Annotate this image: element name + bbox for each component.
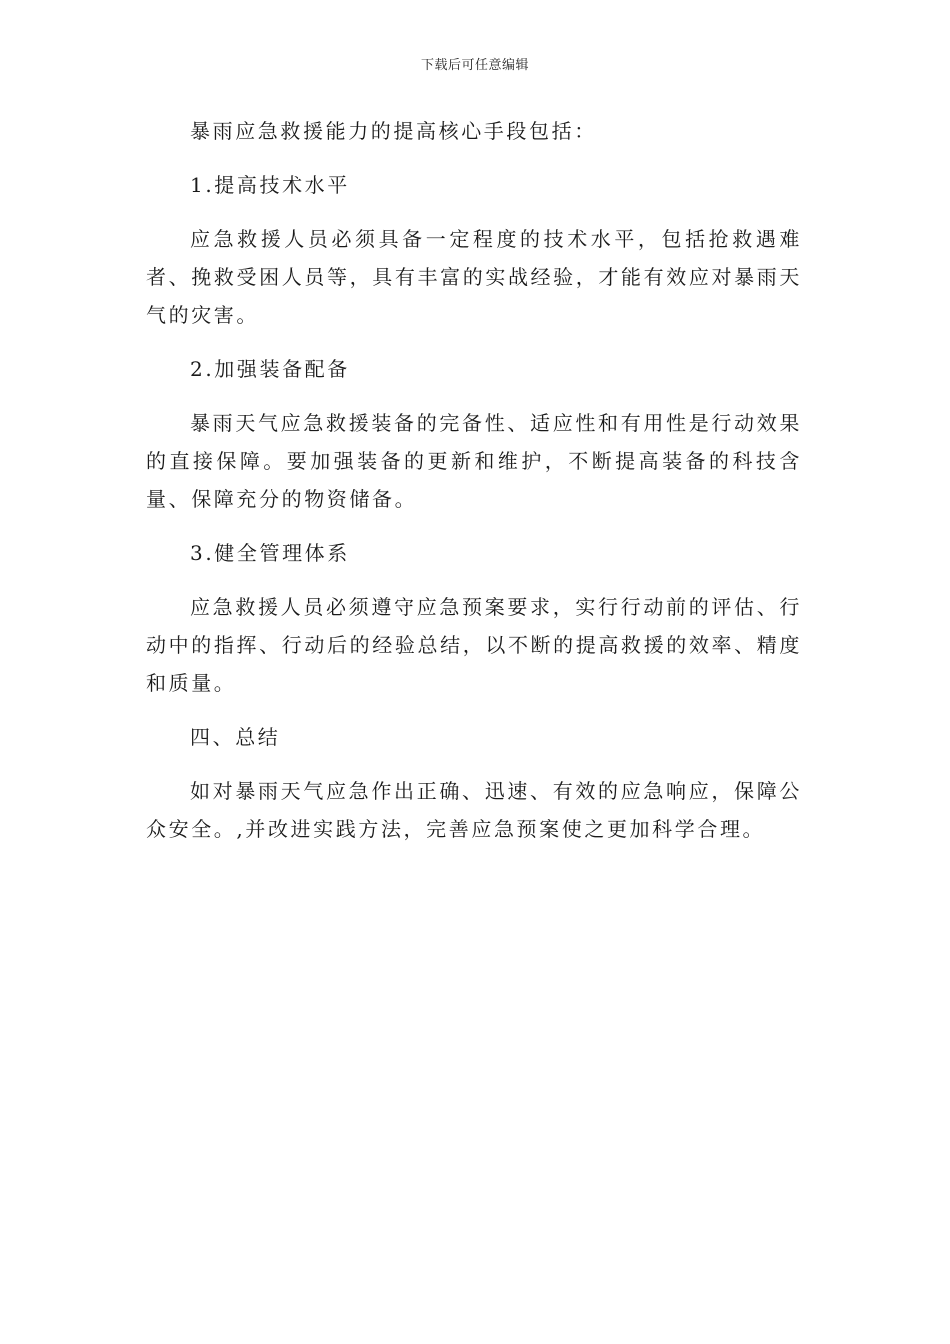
section-heading-2: 2.加强装备配备 bbox=[190, 357, 350, 381]
section-body-2: 暴雨天气应急救援装备的完备性、适应性和有用性是行动效果的直接保障。要加强装备的更新和维护，不断提高装备的科技含量、保障充分的物资储备。 bbox=[146, 411, 802, 511]
section-heading-1: 1.提高技术水平 bbox=[190, 173, 350, 197]
intro-paragraph: 暴雨应急救援能力的提高核心手段包括： bbox=[190, 119, 597, 143]
summary-body: 如对暴雨天气应急作出正确、迅速、有效的应急响应，保障公众安全。,并改进实践方法，完善应急预案使之更加科学合理。 bbox=[146, 779, 802, 841]
document-body bbox=[146, 112, 802, 864]
section-heading-3: 3.健全管理体系 bbox=[190, 541, 350, 565]
section-body-1: 应急救援人员必须具备一定程度的技术水平，包括抢救遇难者、挽救受困人员等，具有丰富的实战经验，才能有效应对暴雨天气的灾害。 bbox=[146, 227, 802, 327]
summary-heading: 四、总结 bbox=[190, 725, 281, 749]
section-body-3: 应急救援人员必须遵守应急预案要求，实行行动前的评估、行动中的指挥、行动后的经验总结，以不断的提高救援的效率、精度和质量。 bbox=[146, 595, 802, 695]
header-note: 下载后可任意编辑 bbox=[420, 58, 529, 73]
